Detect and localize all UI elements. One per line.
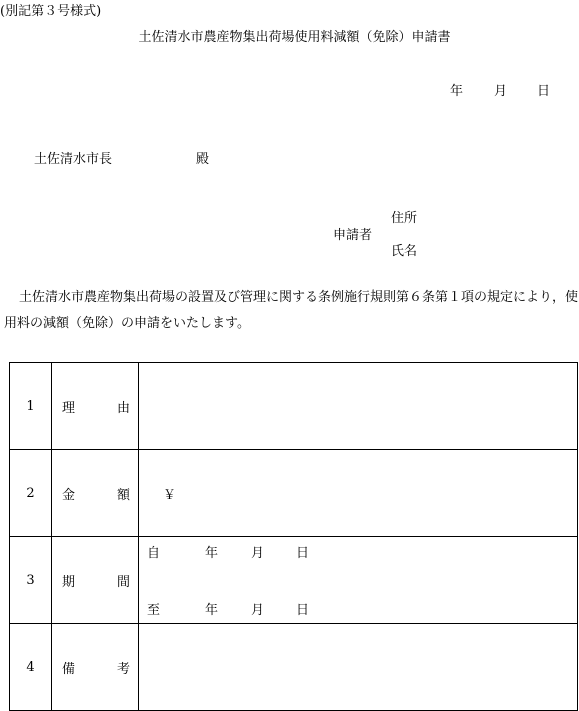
table-row-amount — [10, 450, 578, 537]
label-char: 由 — [116, 400, 130, 416]
form-number: (別記第３号様式) — [0, 4, 102, 19]
yen-sign: ￥ — [163, 487, 177, 503]
date-month-label: 月 — [494, 84, 508, 99]
label-char: 期 — [62, 574, 76, 590]
period-from — [139, 542, 577, 561]
label-char: 金 — [62, 487, 76, 503]
row-number: 3 — [10, 537, 52, 624]
period-from-year: 年 — [205, 546, 219, 561]
remarks-field[interactable] — [139, 624, 578, 711]
period-to-year: 年 — [205, 603, 219, 618]
label-char: 額 — [116, 487, 130, 503]
period-field[interactable] — [139, 537, 578, 624]
date-day-label: 日 — [537, 84, 551, 99]
label-char: 理 — [62, 400, 76, 416]
body-text: 土佐清水市農産物集出荷場の設置及び管理に関する条例施行規則第６条第１項の規定により，使用料の減額（免除）の申請をいたします。 — [4, 290, 579, 331]
addressee-honorific: 殿 — [196, 152, 210, 167]
period-from-day: 日 — [296, 546, 310, 561]
row-number: 4 — [10, 624, 52, 711]
table-row-period — [10, 537, 578, 624]
period-to-prefix: 至 — [147, 603, 161, 618]
period-to — [139, 599, 577, 618]
amount-field[interactable] — [139, 450, 578, 537]
period-to-day: 日 — [296, 603, 310, 618]
applicant-name-label: 氏名 — [391, 244, 418, 259]
row-number: 2 — [10, 450, 52, 537]
application-table — [9, 362, 578, 711]
addressee-name: 土佐清水市長 — [34, 152, 113, 167]
applicant-address-label: 住所 — [391, 211, 418, 226]
table-row-remarks — [10, 624, 578, 711]
period-to-month: 月 — [251, 603, 265, 618]
label-char: 間 — [116, 574, 130, 590]
label-char: 備 — [62, 661, 76, 677]
row-number: 1 — [10, 363, 52, 450]
applicant-label: 申請者 — [333, 228, 373, 243]
row-label — [52, 450, 139, 537]
table-row-reason — [10, 363, 578, 450]
document-title: 土佐清水市農産物集出荷場使用料減額（免除）申請書 — [138, 30, 451, 45]
period-from-month: 月 — [251, 546, 265, 561]
row-label — [52, 537, 139, 624]
row-label — [52, 624, 139, 711]
date-year-label: 年 — [450, 84, 464, 99]
reason-field[interactable] — [139, 363, 578, 450]
label-char: 考 — [116, 661, 130, 677]
period-from-prefix: 自 — [147, 546, 161, 561]
row-label — [52, 363, 139, 450]
